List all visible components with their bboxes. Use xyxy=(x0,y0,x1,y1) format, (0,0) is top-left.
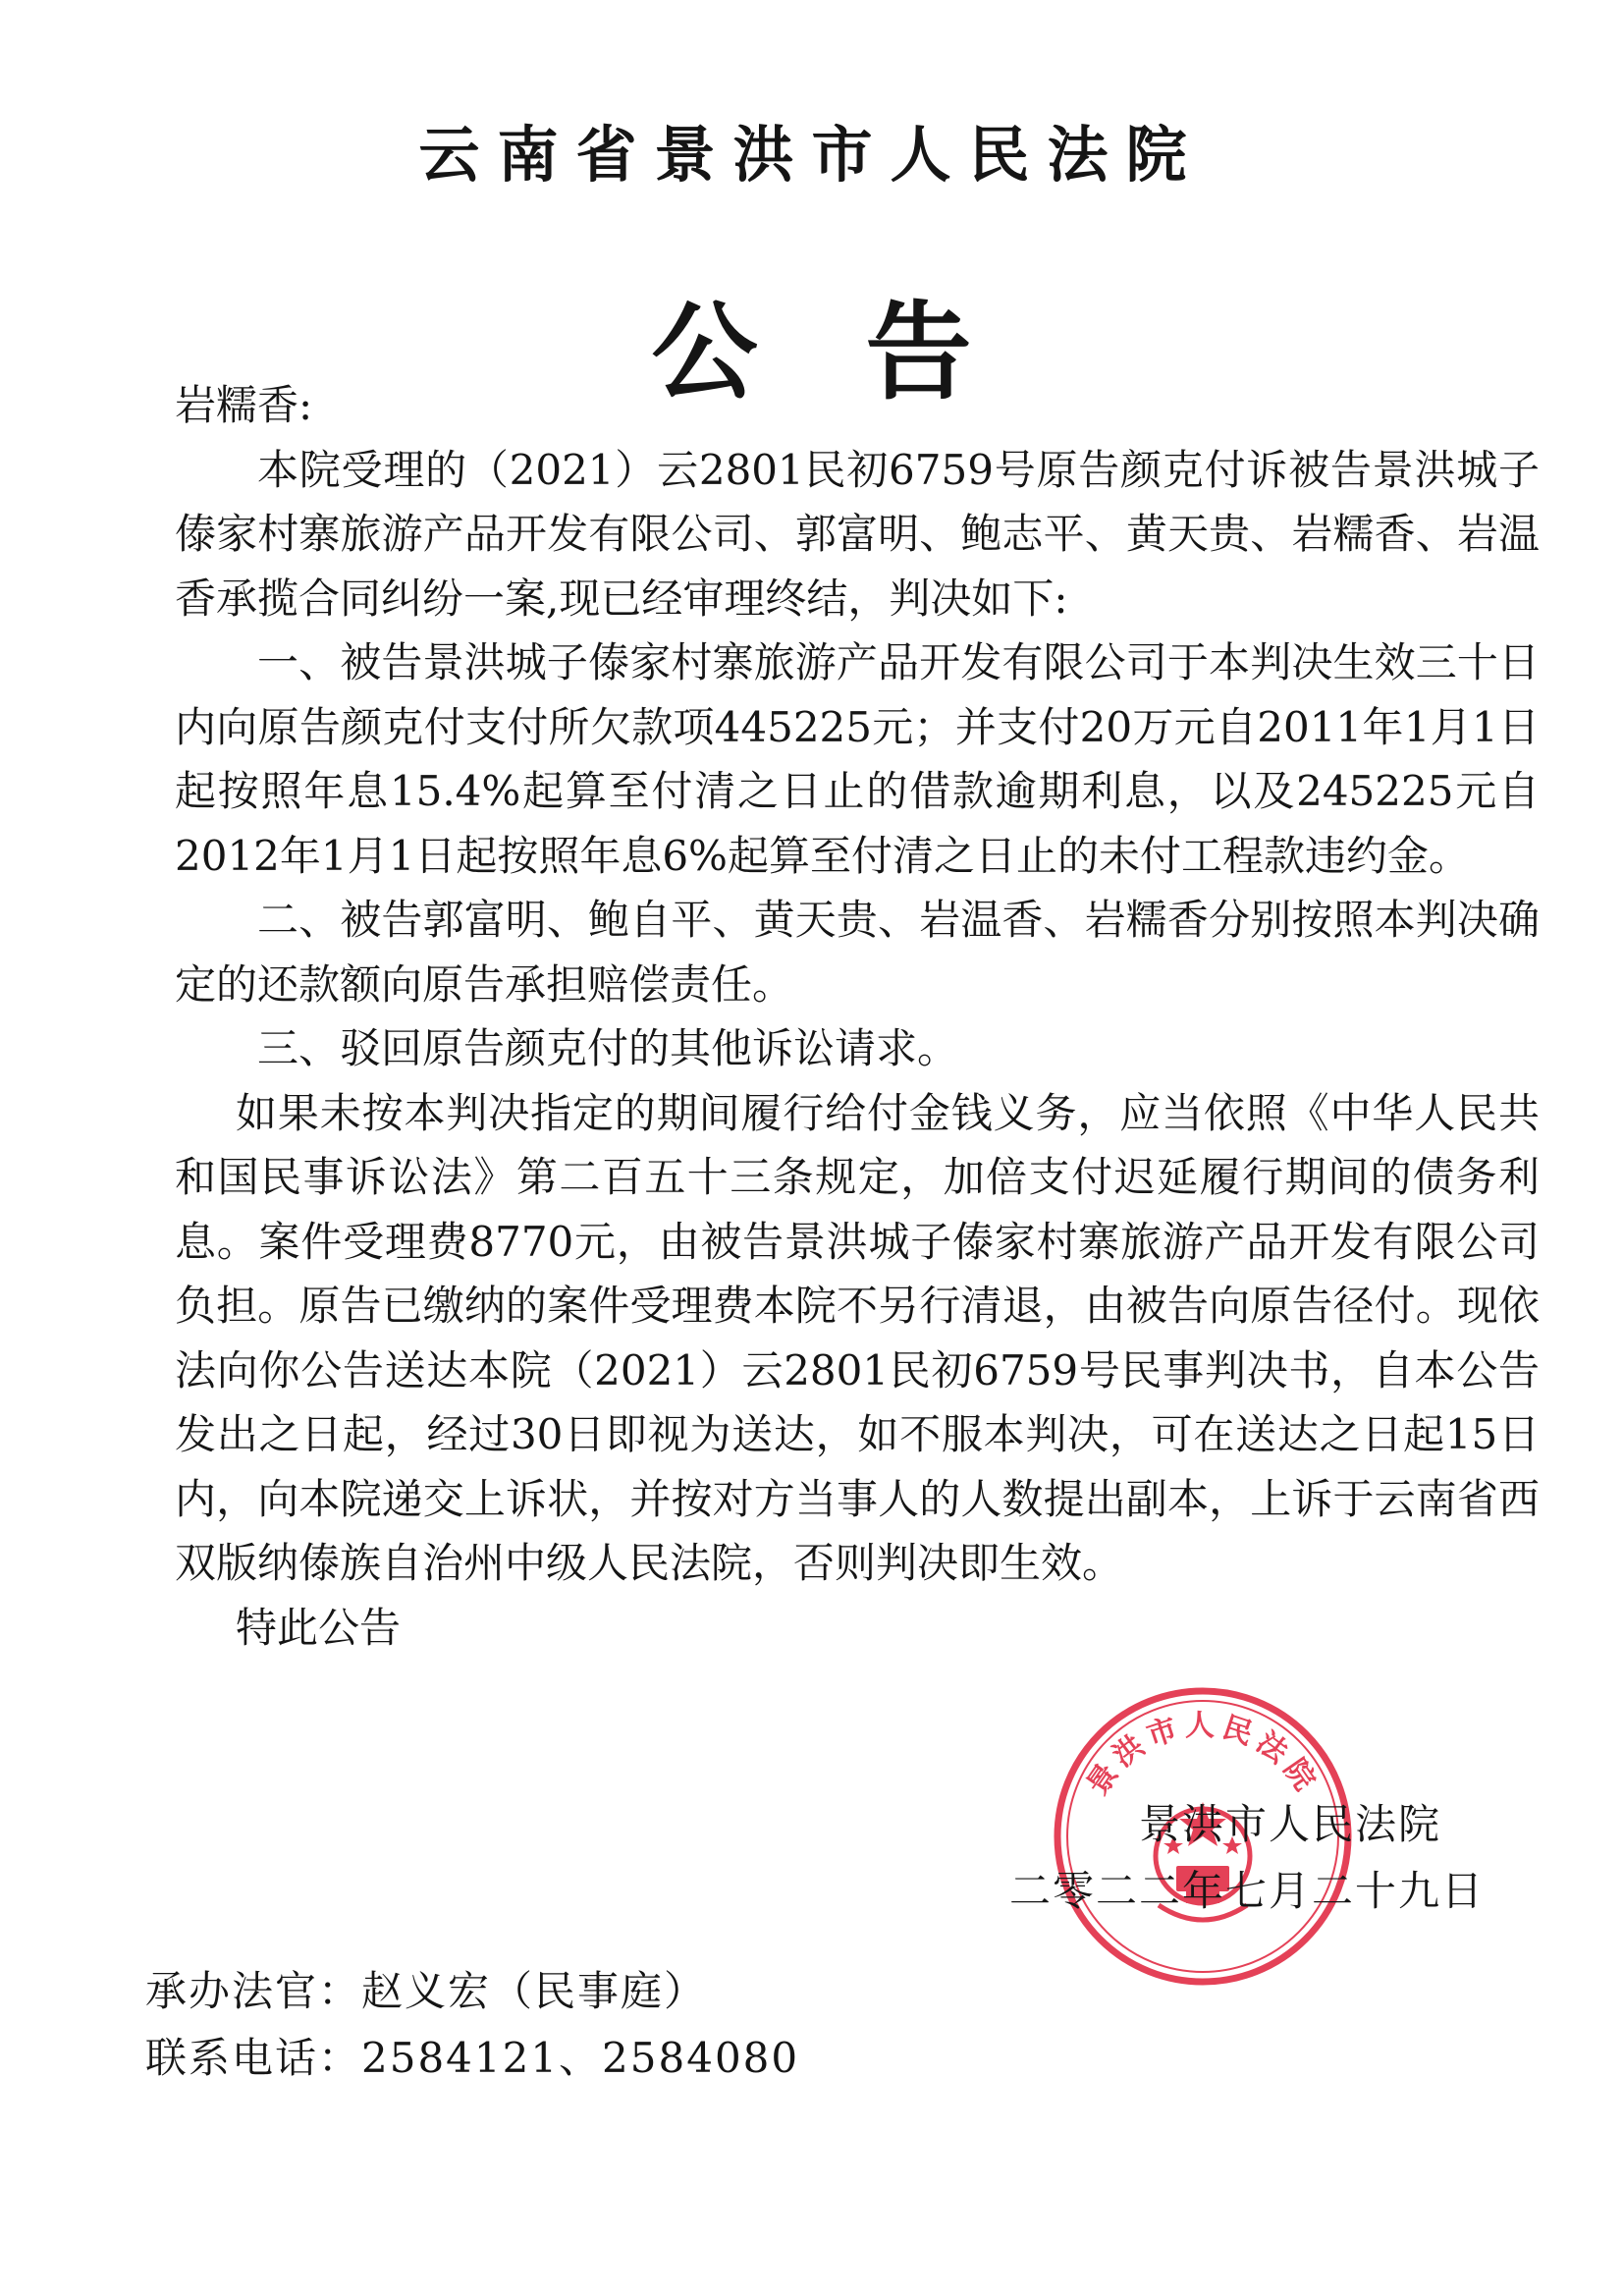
paragraph-case-intro: 本院受理的（2021）云2801民初6759号原告颜克付诉被告景洪城子傣家村寨旅游产品开发有限公司、郭富明、鲍志平、黄天贵、岩糯香、岩温香承揽合同纠纷一案,现已经审理终结，判决如下: xyxy=(175,445,1540,623)
contact-phone: 联系电话：2584121、2584080 xyxy=(145,2034,800,2082)
paragraph-appeal-notice: 如果未按本判决指定的期间履行给付金钱义务，应当依照《中华人民共和国民事诉讼法》第二百五十三条规定，加倍支付迟延履行期间的债务利息。案件受理费8770元，由被告景洪城子傣家村寨旅游产品开发有限公司负担。原告已缴纳的案件受理费本院不另行清退，由被告向原告径付。现依法向你公告送达本院（2021）云2801民初6759号民事判决书，自本公告发出之日起，经过30日即视为送达，如不服本判决，可在送达之日起15日内，向本院递交上诉状，并按对方当事人的人数提出副本，上诉于云南省西双版纳傣族自治州中级人民法院，否则判决即生效。 xyxy=(175,1088,1540,1587)
closing-line: 特此公告 xyxy=(236,1603,402,1652)
signing-date: 二零二二年七月二十九日 xyxy=(1009,1867,1486,1915)
court-name-header: 云南省景洪市人民法院 xyxy=(418,119,1205,191)
paragraph-ruling-2: 二、被告郭富明、鲍自平、黄天贵、岩温香、岩糯香分别按照本判决确定的还款额向原告承担赔偿责任。 xyxy=(175,896,1540,1009)
notice-body xyxy=(175,373,1540,1660)
presiding-judge: 承办法官：赵义宏（民事庭） xyxy=(145,1967,708,2015)
seal-text: 景洪市人民法院 xyxy=(1080,1708,1325,1802)
signing-court: 景洪市人民法院 xyxy=(1139,1800,1442,1848)
paragraph-ruling-1: 一、被告景洪城子傣家村寨旅游产品开发有限公司于本判决生效三十日内向原告颜克付支付所欠款项445225元；并支付20万元自2011年1月1日起按照年息15.4%起算至付清之日止的借款逾期利息，以及245225元自2012年1月1日起按照年息6%起算至付清之日止的未付工程款违约金。 xyxy=(175,638,1540,880)
notice-title: 公告 xyxy=(651,291,1080,414)
addressee: 岩糯香: xyxy=(175,381,313,429)
paragraph-ruling-3: 三、驳回原告颜克付的其他诉讼请求。 xyxy=(257,1024,959,1072)
